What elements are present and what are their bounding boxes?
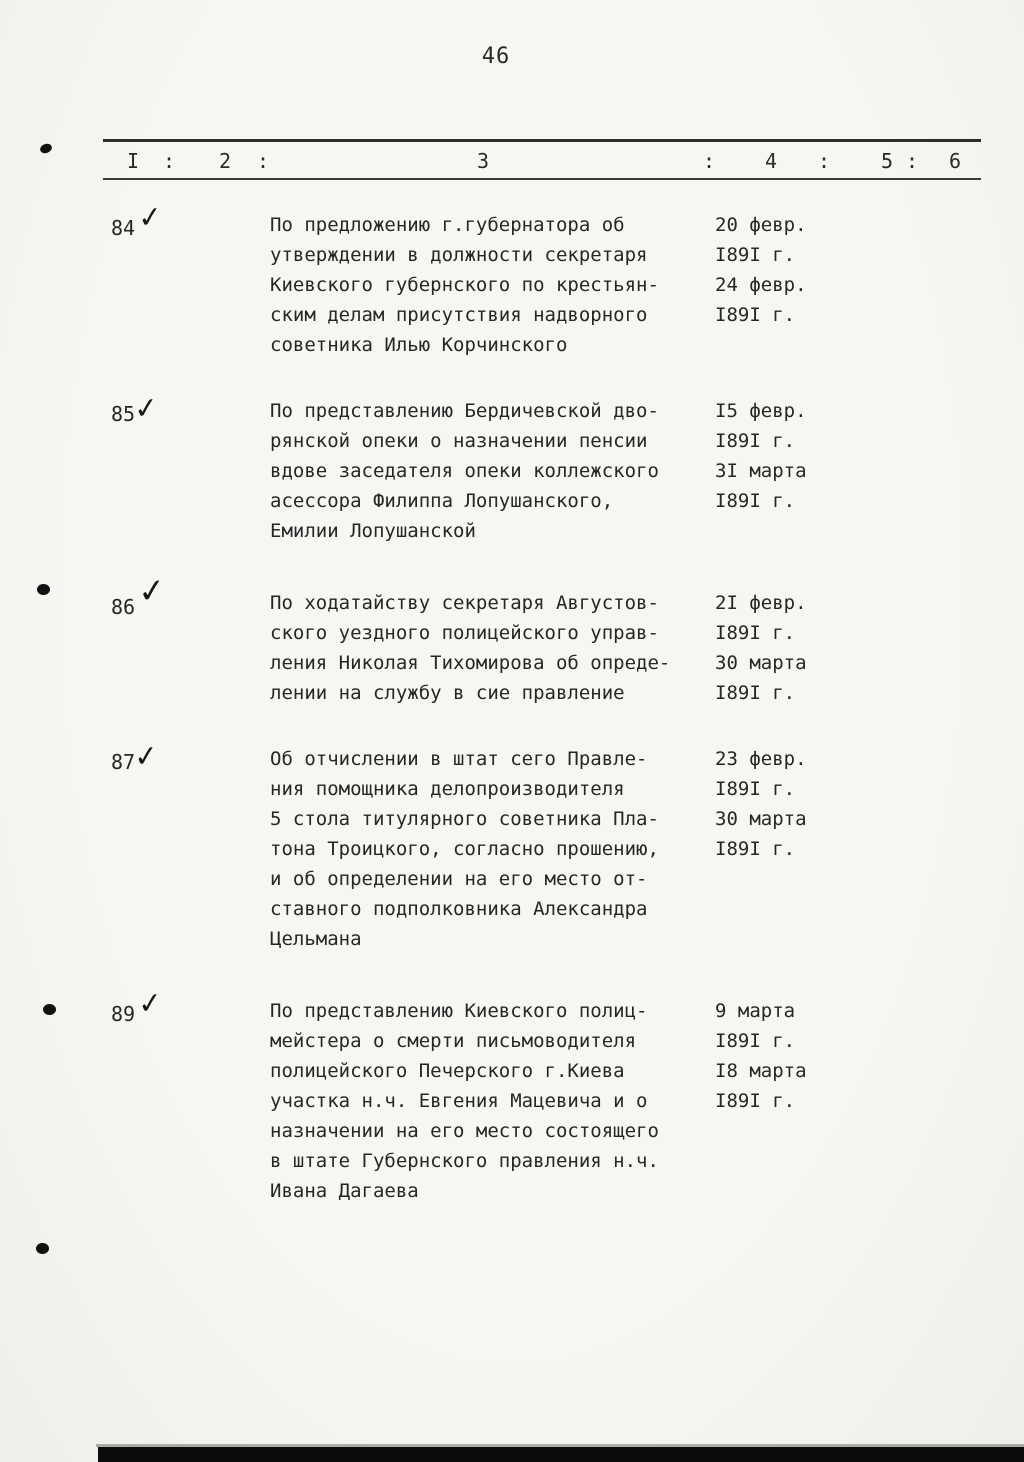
entry-line: [270, 864, 982, 894]
entry-line: [270, 834, 982, 864]
column-label-6: 6: [949, 149, 962, 173]
entry-text: участка н.ч. Евгения Мацевича и о: [270, 1090, 648, 1112]
entry-date: 23 февр.: [715, 748, 807, 770]
entry-text: ставного подполковника Александра: [270, 898, 648, 920]
entry-date: 3I марта: [715, 460, 807, 482]
entry-number: 87: [111, 750, 136, 774]
entry-number-cell: [105, 389, 270, 546]
entry-line: [270, 300, 982, 330]
entry-line: [270, 456, 982, 486]
entry-date: 30 марта: [715, 652, 807, 674]
entry-text: утверждении в должности секретаря: [270, 244, 648, 266]
entry-text: асессора Филиппа Лопушанского,: [270, 490, 614, 512]
entry-line: [270, 774, 982, 804]
separator-colon: :: [703, 149, 716, 173]
entry-text: назначении на его место состоящего: [270, 1120, 659, 1142]
page-number: 46: [481, 44, 511, 69]
table-header: [103, 139, 981, 180]
entry-row-84: [105, 198, 982, 360]
entry-date: 9 марта: [715, 1000, 796, 1022]
entry-text: лении на службу в сие правление: [270, 682, 625, 704]
entry-number: 85: [111, 402, 136, 426]
separator-colon: :: [257, 149, 270, 173]
entry-number-cell: [105, 569, 270, 708]
entry-text: ния помощника делопроизводителя: [270, 778, 625, 800]
entry-body: [270, 996, 982, 1206]
entry-date: I89I г.: [715, 622, 796, 644]
entry-body: [270, 744, 982, 954]
column-label-3: 3: [477, 149, 490, 173]
entry-line: [270, 744, 982, 774]
entry-text: тона Троицкого, согласно прошению,: [270, 838, 659, 860]
entry-text: По представлению Киевского полиц-: [270, 1000, 648, 1022]
entry-line: [270, 618, 982, 648]
entry-line: [270, 1176, 982, 1206]
entry-date: I89I г.: [715, 682, 796, 704]
entry-date: I89I г.: [715, 778, 796, 800]
entry-line: [270, 924, 982, 954]
checkmark-icon: ✓: [136, 984, 165, 1022]
entry-date: 2I февр.: [715, 592, 807, 614]
entry-body: [270, 588, 982, 708]
entry-line: [270, 240, 982, 270]
entry-text: По предложению г.губернатора об: [270, 214, 625, 236]
checkmark-icon: ✓: [132, 737, 161, 775]
entry-row-89: [105, 984, 982, 1206]
entry-line: [270, 486, 982, 516]
entry-line: [270, 426, 982, 456]
entry-date: I8 марта: [715, 1060, 807, 1082]
entry-date: I89I г.: [715, 304, 796, 326]
entry-line: [270, 1026, 982, 1056]
separator-colon: :: [163, 149, 176, 173]
entry-number: 86: [111, 595, 136, 619]
entry-date: I89I г.: [715, 490, 796, 512]
entry-text: Об отчислении в штат сего Правле-: [270, 748, 648, 770]
entry-date: I89I г.: [715, 1090, 796, 1112]
column-label-4: 4: [765, 149, 778, 173]
ink-dot: [36, 1243, 49, 1254]
entry-body: [270, 210, 982, 360]
entry-text: Ивана Дагаева: [270, 1180, 419, 1202]
entry-text: По представлению Бердичевской дво-: [270, 400, 659, 422]
scan-artifact-bar: [98, 1447, 1024, 1462]
entry-text: мейстера о смерти письмоводителя: [270, 1030, 637, 1052]
entry-line: [270, 1116, 982, 1146]
entry-date: I89I г.: [715, 430, 796, 452]
ink-dot: [37, 584, 50, 595]
entry-number-cell: [105, 737, 270, 954]
entry-line: [270, 210, 982, 240]
column-label-1: I: [127, 149, 140, 173]
entry-date: 30 марта: [715, 808, 807, 830]
separator-colon: :: [818, 149, 831, 173]
entry-text: и об определении на его место от-: [270, 868, 648, 890]
entry-text: ского уездного полицейского управ-: [270, 622, 659, 644]
checkmark-icon: ✓: [136, 569, 168, 612]
entry-text: вдове заседателя опеки коллежского: [270, 460, 659, 482]
entry-line: [270, 516, 982, 546]
entry-line: [270, 996, 982, 1026]
entry-number: 84: [111, 216, 136, 240]
column-label-5: 5: [881, 149, 894, 173]
entry-date: I5 февр.: [715, 400, 807, 422]
entry-text: Цельмана: [270, 928, 362, 950]
entry-number-cell: [105, 198, 270, 360]
entry-date: I89I г.: [715, 838, 796, 860]
entry-text: в штате Губернского правления н.ч.: [270, 1150, 659, 1172]
checkmark-icon: ✓: [132, 389, 161, 427]
entry-text: По ходатайству секретаря Августов-: [270, 592, 659, 614]
entry-row-87: [105, 737, 982, 954]
entry-text: ления Николая Тихомирова об опреде-: [270, 652, 671, 674]
column-label-2: 2: [219, 149, 232, 173]
entry-text: ским делам присутствия надворного: [270, 304, 648, 326]
entry-text: рянской опеки о назначении пенсии: [270, 430, 648, 452]
entry-date: 20 февр.: [715, 214, 807, 236]
entry-line: [270, 678, 982, 708]
checkmark-icon: ✓: [136, 198, 165, 236]
entry-text: полицейского Печерского г.Киева: [270, 1060, 625, 1082]
entry-date: I89I г.: [715, 1030, 796, 1052]
entry-line: [270, 894, 982, 924]
entry-text: советника Илью Корчинского: [270, 334, 568, 356]
entry-line: [270, 1056, 982, 1086]
entry-text: Емилии Лопушанской: [270, 520, 476, 542]
entry-text: Киевского губернского по крестьян-: [270, 274, 659, 296]
entry-date: 24 февр.: [715, 274, 807, 296]
entry-body: [270, 396, 982, 546]
entry-line: [270, 648, 982, 678]
separator-colon: :: [906, 149, 919, 173]
entry-line: [270, 330, 982, 360]
entry-row-85: [105, 389, 982, 546]
entry-line: [270, 804, 982, 834]
entry-line: [270, 270, 982, 300]
entry-date: I89I г.: [715, 244, 796, 266]
entry-line: [270, 1146, 982, 1176]
entry-line: [270, 1086, 982, 1116]
entry-row-86: [105, 569, 982, 708]
ink-dot: [43, 1004, 56, 1015]
entry-line: [270, 396, 982, 426]
ink-dot: [39, 142, 53, 155]
entry-line: [270, 588, 982, 618]
entry-text: 5 стола титулярного советника Пла-: [270, 808, 659, 830]
entry-number-cell: [105, 984, 270, 1206]
entry-number: 89: [111, 1002, 136, 1026]
